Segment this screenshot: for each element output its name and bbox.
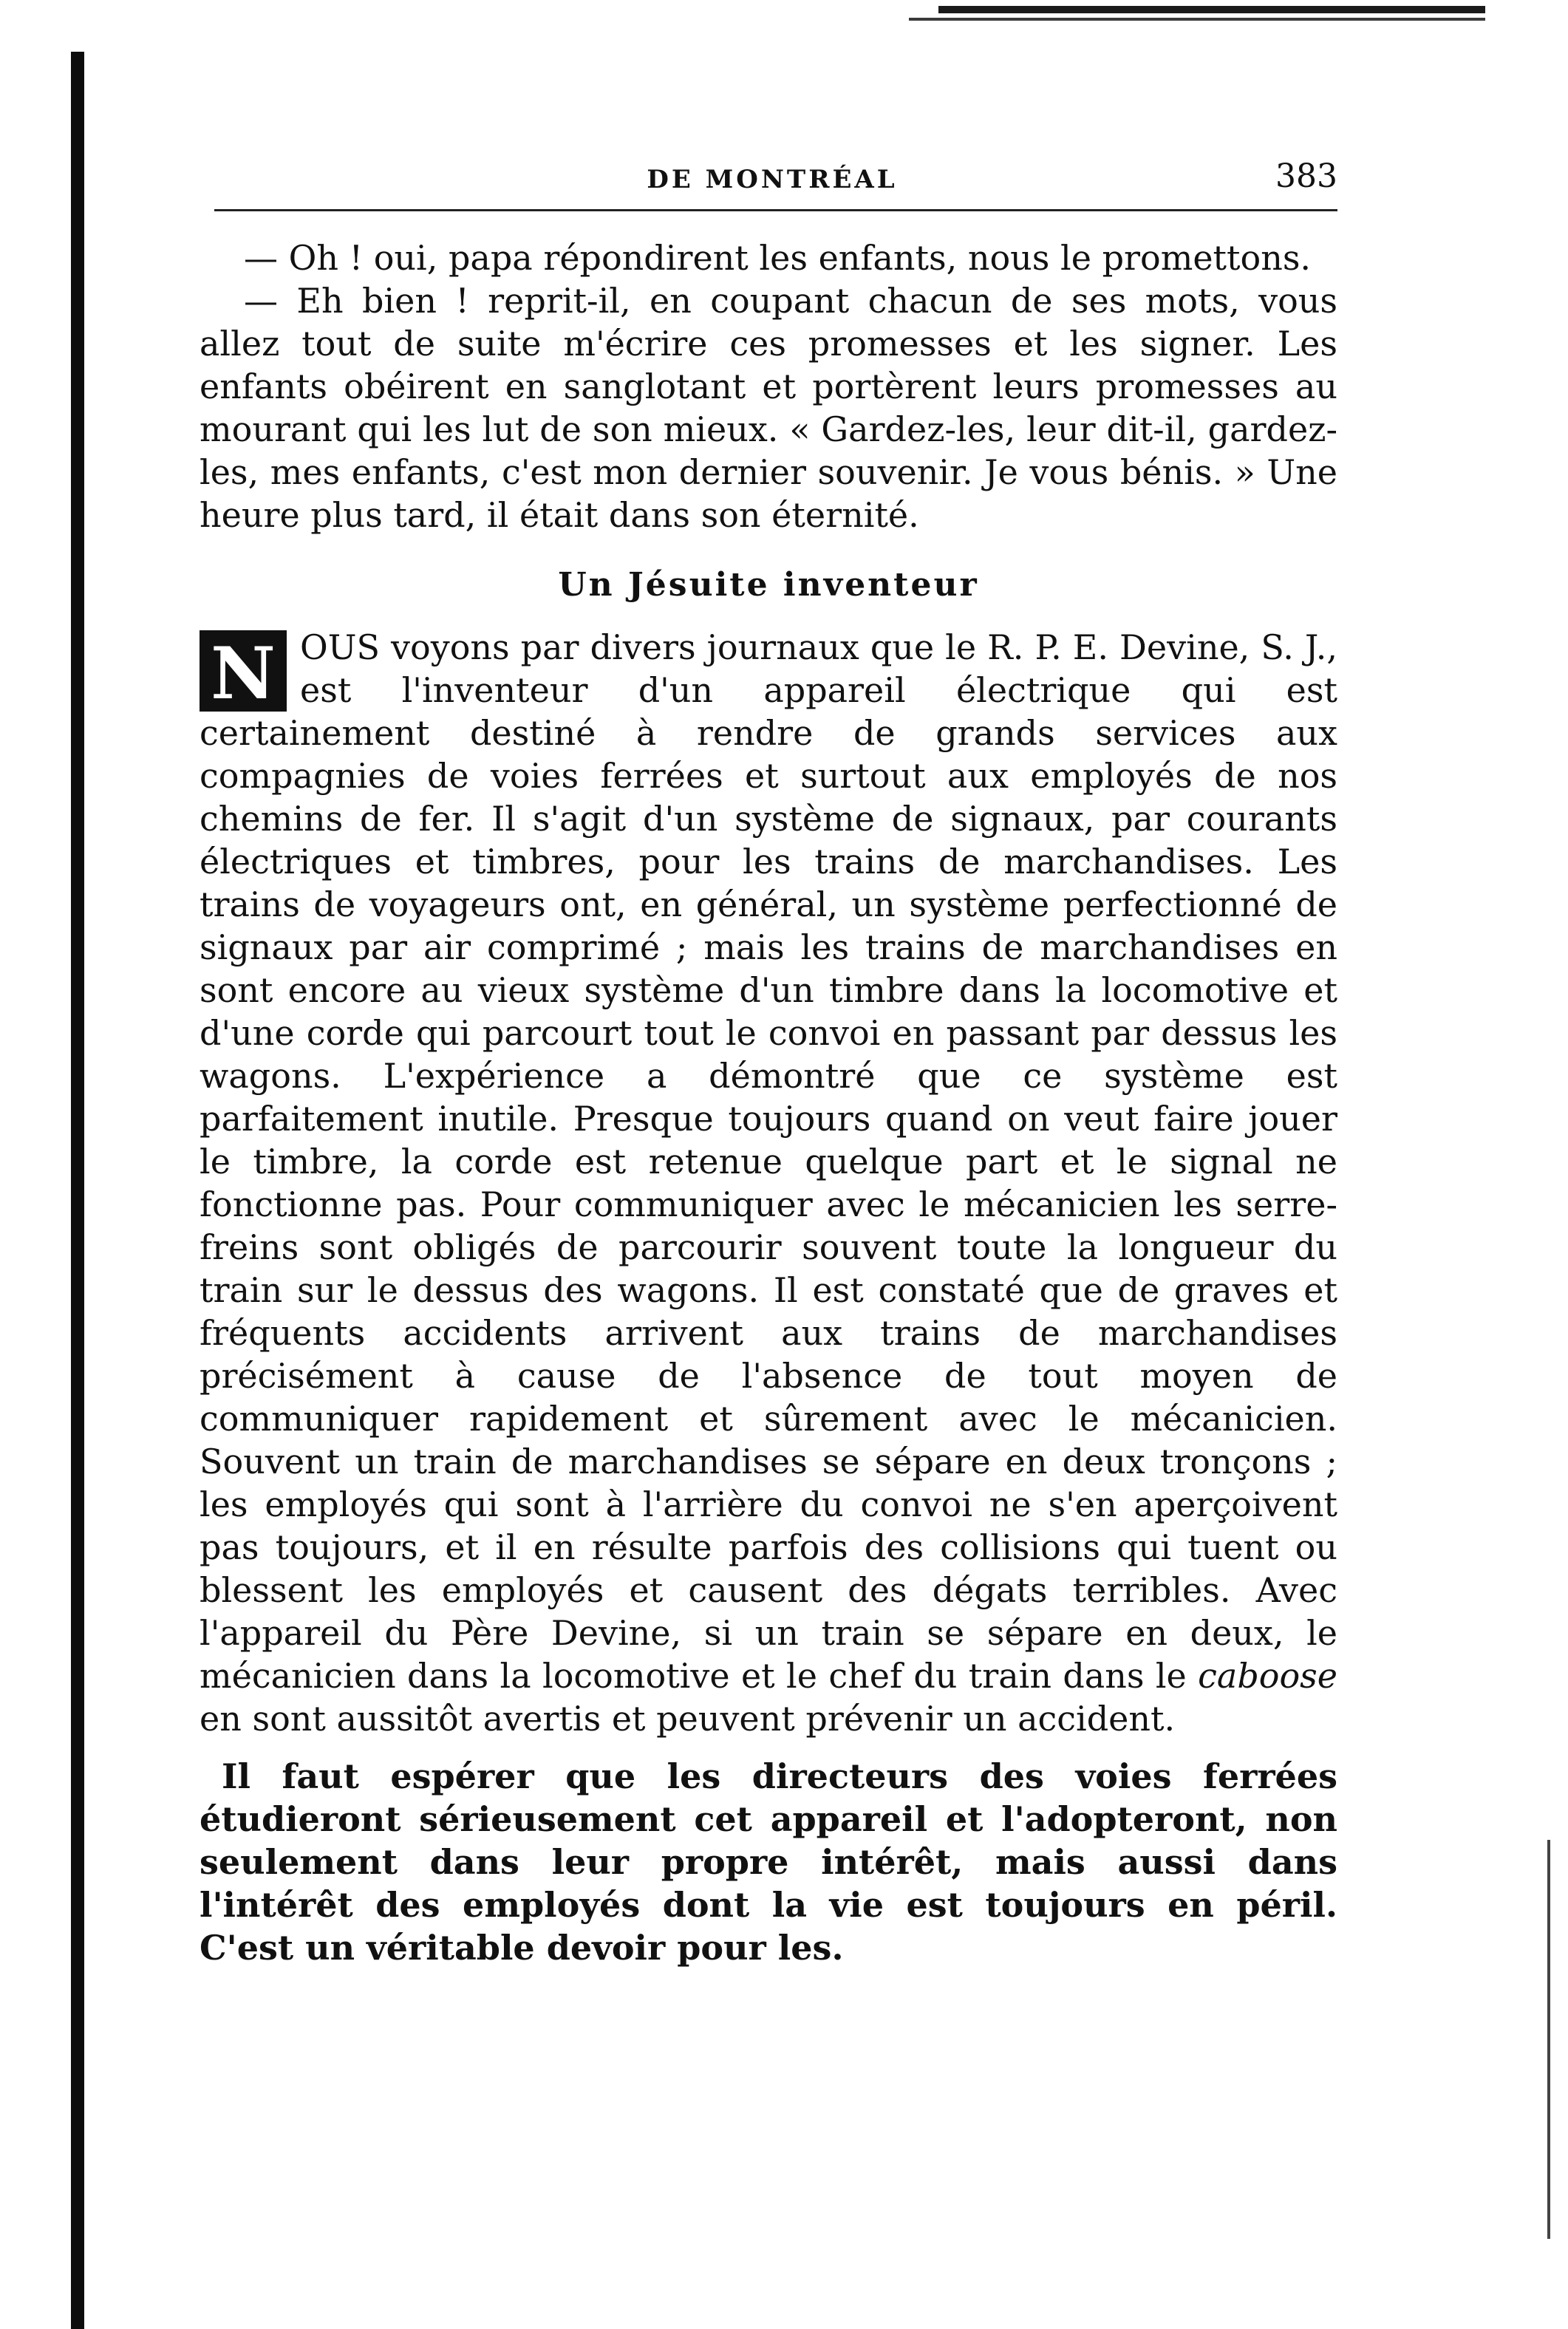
final-paragraph: Il faut espérer que les directeurs des voies ferrées étudieront sérieusement cet appareil et l'adopteront, non seulement dans leur propre intérêt, mais aussi dans l'intérêt des employés dont la vie est toujours en péril. C'est un véritable devoir pour les.	[200, 1756, 1337, 1968]
section-title: Un Jésuite inventeur	[558, 566, 979, 604]
article-text-end: en sont aussitôt avertis et peuvent prévenir un accident.	[200, 1699, 1176, 1739]
article-text: OUS voyons par divers journaux que le R. P. E. Devine, S. J., est l'inventeur d'un appareil électrique qui est certainement destiné à rendre de grands services aux compagnies de voies ferrées et surtout aux employés de nos chemins de fer. Il s'agit d'un système de signaux, par courants électriques et timbres, pour les trains de marchandises. Les trains de voyageurs ont, en général, un système perfectionné de signaux par air comprimé ; mais les trains de marchandises en sont encore au vieux système d'un timbre dans la locomotive et d'une corde qui parcourt tout le convoi en passant par dessus les wagons. L'expérience a démontré que ce système est parfaitement inutile. Presque toujours quand on veut faire jouer le timbre, la corde est retenue quelque part et le signal ne fonctionne pas. Pour communiquer avec le mécanicien les serre-freins sont obligés de parcourir souvent toute la longueur du train sur le dessus des wagons. Il est constaté que de graves et fréquents accidents arrivent aux trains de marchandises précisément à cause de l'absence de tout moyen de communiquer rapidement et sûrement avec le mécanicien. Souvent un train de marchandises se sépare en deux tronçons ; les employés qui sont à l'arrière du convoi ne s'en aperçoivent pas toujours, et il en résulte parfois des collisions qui tuent ou blessent les employés et causent des dégats terribles. Avec l'appareil du Père Devine, si un train se sépare en deux, le mécanicien dans la locomotive et le chef du train dans le	[200, 627, 1337, 1696]
italic-term-caboose: caboose	[1198, 1656, 1337, 1696]
header-rule	[214, 209, 1337, 211]
scan-border-right	[1547, 1840, 1550, 2239]
scan-border-left	[71, 52, 84, 2329]
page-body	[200, 236, 1337, 1969]
page-header	[207, 151, 1337, 203]
article-paragraph	[200, 626, 1337, 1740]
running-head: DE MONTRÉAL	[647, 165, 898, 194]
dialogue-line-2: — Eh bien ! reprit-il, en coupant chacun de ses mots, vous allez tout de suite m'écrire ces promesses et les signer. Les enfants obéirent en sanglotant et portèrent leurs promesses au mourant qui les lut de son mieux. « Gardez-les, leur dit-il, gardez-les, mes enfants, c'est mon dernier souvenir. Je vous bénis. » Une heure plus tard, il était dans son éternité.	[200, 281, 1337, 535]
scan-border-top-thin	[909, 18, 1485, 21]
page-number: 383	[1275, 157, 1337, 195]
drop-cap-letter: N	[200, 630, 287, 712]
scan-border-top	[938, 6, 1485, 13]
dialogue-line-1: — Oh ! oui, papa répondirent les enfants, nous le promettons.	[244, 238, 1312, 278]
